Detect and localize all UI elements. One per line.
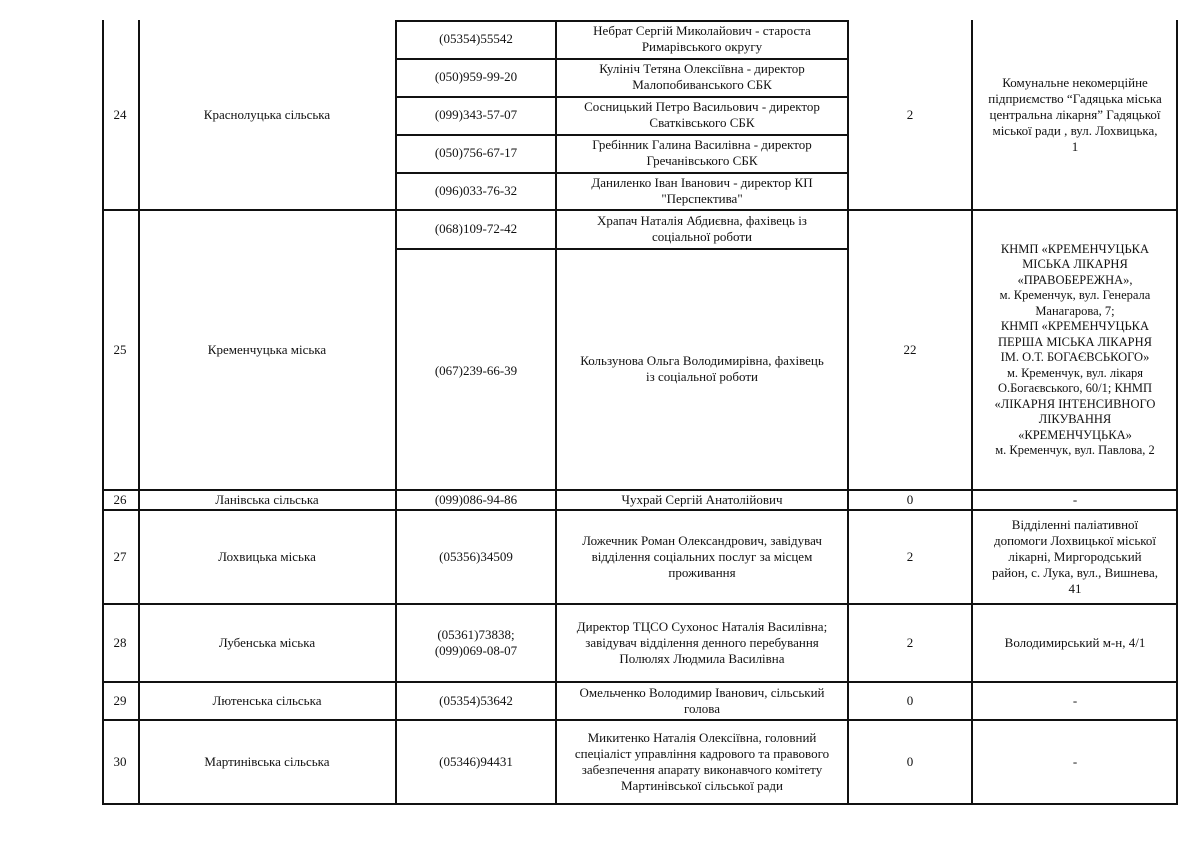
count-cell: 2	[906, 549, 914, 564]
count-cell: 2	[906, 635, 914, 650]
phone-cell: (05346)94431	[439, 754, 513, 769]
count-cell: 0	[906, 754, 914, 769]
row-number: 24	[113, 107, 127, 122]
phone-cell: (067)239-66-39	[434, 363, 518, 378]
grid-line	[102, 209, 1178, 211]
grid-line	[395, 58, 849, 60]
count-cell: 0	[906, 492, 914, 507]
grid-line	[847, 20, 849, 805]
phone-cell: (068)109-72-42	[434, 221, 518, 236]
phone-cell: (05354)53642	[439, 693, 513, 708]
community-name: Ланівська сільська	[215, 492, 319, 507]
grid-line	[102, 509, 1178, 511]
grid-line	[1176, 20, 1178, 805]
row-number: 30	[113, 754, 127, 769]
count-cell: 2	[906, 107, 914, 122]
phone-cell: (05354)55542	[439, 31, 513, 46]
grid-line	[102, 603, 1178, 605]
row-number: 27	[113, 549, 127, 564]
count-cell: 22	[903, 342, 917, 357]
institution-cell: КНМП «КРЕМЕНЧУЦЬКА МІСЬКА ЛІКАРНЯ «ПРАВОБЕРЕЖНА», м. Кременчук, вул. Генерала Манагарова, 7; КНМП «КРЕМЕНЧУЦЬКА ПЕРША МІСЬКА ЛІКАРНЯ ІМ. О.Т. БОГАЄВСЬКОГО» м. Кременчук, вул. лікаря О.Богаєвського, 60/1; КНМП «ЛІКАРНЯ ІНТЕНСИВНОГО ЛІКУВАННЯ «КРЕМЕНЧУЦЬКА» м. Кременчук, вул. Павлова, 2	[994, 241, 1156, 457]
grid-line	[971, 20, 973, 805]
institution-cell: -	[1072, 492, 1078, 507]
contacts-table	[102, 20, 1178, 805]
phone-cell: (099)343-57-07	[434, 107, 518, 122]
community-name: Мартинівська сільська	[204, 754, 330, 769]
grid-line	[102, 719, 1178, 721]
grid-line	[395, 172, 849, 174]
community-name: Лубенська міська	[218, 635, 316, 650]
contact-person-cell: Ложечник Роман Олександрович, завідувач відділення соціальних послуг за місцем проживання	[582, 533, 822, 580]
grid-line	[102, 20, 104, 805]
phone-cell: (096)033-76-32	[434, 183, 518, 198]
community-name: Лохвицька міська	[218, 549, 316, 564]
institution-cell: -	[1072, 693, 1078, 708]
contact-person-cell: Кользунова Ольга Володимирівна, фахівець із соціальної роботи	[580, 353, 824, 384]
row-number: 28	[113, 635, 127, 650]
phone-cell: (099)086-94-86	[434, 492, 518, 507]
contact-person-cell: Директор ТЦСО Сухонос Наталія Василівна; завідувач відділення денного перебування Полюлях Людмила Василівна	[576, 619, 828, 666]
grid-line	[102, 681, 1178, 683]
phone-cell: (050)959-99-20	[434, 69, 518, 84]
grid-line	[395, 134, 849, 136]
institution-cell: Відділенні паліативної допомоги Лохвицької міської лікарні, Миргородський район, с. Лука, вул., Вишнева, 41	[991, 517, 1159, 596]
contact-person-cell: Чухрай Сергій Анатолійович	[621, 492, 783, 507]
community-name: Кременчуцька міська	[207, 342, 327, 357]
grid-line	[102, 803, 1178, 805]
count-cell: 0	[906, 693, 914, 708]
contact-person-cell: Небрат Сергій Миколайович - староста Римарівського округу	[593, 23, 811, 54]
contact-person-cell: Омельченко Володимир Іванович, сільський голова	[579, 685, 825, 716]
grid-line	[555, 20, 557, 805]
contact-person-cell: Сосницький Петро Васильович - директор Сватківського СБК	[584, 99, 820, 130]
contact-person-cell: Гребінник Галина Василівна - директор Гречанівського СБК	[592, 137, 812, 168]
contact-person-cell: Кулініч Тетяна Олексіївна - директор Малопобиванського СБК	[599, 61, 805, 92]
phone-cell: (05356)34509	[439, 549, 513, 564]
institution-cell: Володимирський м-н, 4/1	[1004, 635, 1146, 650]
community-name: Лютенська сільська	[212, 693, 322, 708]
institution-cell: -	[1072, 754, 1078, 769]
phone-cell: (050)756-67-17	[434, 145, 518, 160]
grid-line	[395, 20, 397, 805]
grid-line	[102, 489, 1178, 491]
institution-cell: Комунальне некомерційне підприємство “Гадяцька міська центральна лікарня” Гадяцької міської ради , вул. Лохвицька, 1	[988, 75, 1162, 154]
grid-line	[138, 20, 140, 805]
phone-cell: (05361)73838; (099)069-08-07	[434, 627, 518, 658]
row-number: 29	[113, 693, 127, 708]
contact-person-cell: Храпач Наталія Абдиєвна, фахівець із соціальної роботи	[597, 213, 807, 244]
contact-person-cell: Даниленко Іван Іванович - директор КП "Перспектива"	[591, 175, 813, 206]
contact-person-cell: Микитенко Наталія Олексіївна, головний спеціаліст управління кадрового та правового забезпечення апарату виконавчого комітету Мартинівської сільської ради	[574, 730, 830, 793]
grid-line	[395, 248, 849, 250]
grid-line	[395, 96, 849, 98]
grid-line	[395, 20, 849, 22]
row-number: 26	[113, 492, 127, 507]
community-name: Краснолуцька сільська	[203, 107, 331, 122]
row-number: 25	[113, 342, 127, 357]
